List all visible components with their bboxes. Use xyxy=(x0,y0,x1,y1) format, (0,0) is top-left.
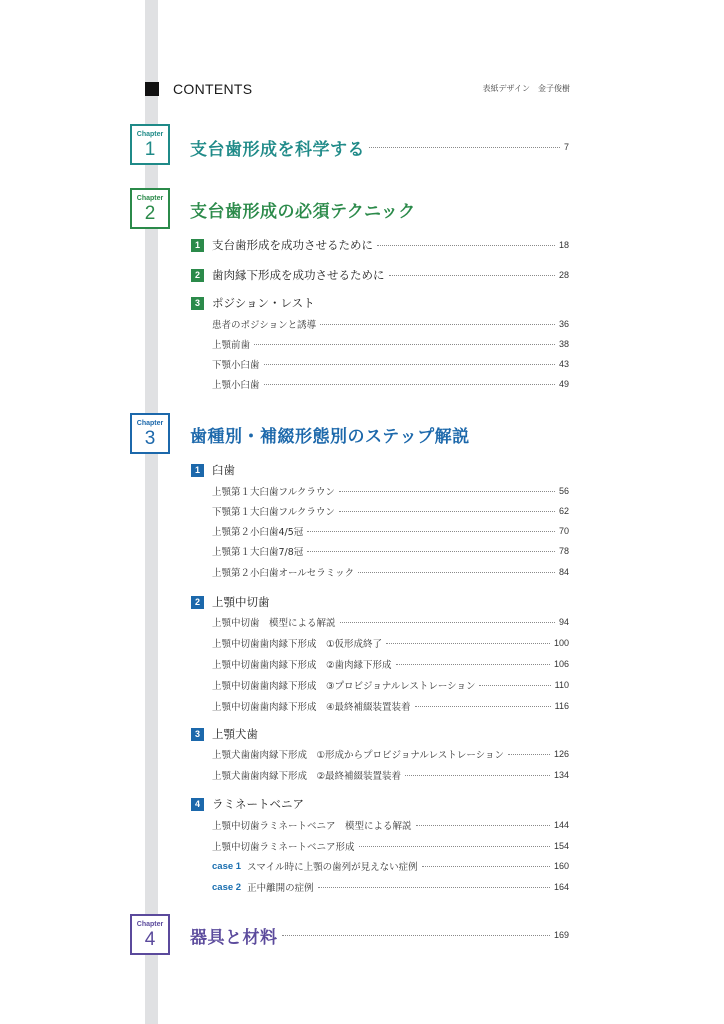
chapter-label: Chapter xyxy=(136,131,164,138)
page-number: 84 xyxy=(558,567,569,577)
page-number: 70 xyxy=(558,526,569,536)
toc-item[interactable] xyxy=(212,337,569,351)
item-title: 上顎前歯 xyxy=(212,340,251,351)
chapter-number: 2 xyxy=(144,203,156,224)
dotted-leader xyxy=(307,531,555,532)
chapter-title: 歯種別・補綴形態別のステップ解説 xyxy=(190,426,470,447)
toc-item[interactable] xyxy=(212,678,569,692)
chapter-title: 支台歯形成を科学する xyxy=(190,139,365,160)
page-number: 38 xyxy=(558,339,569,349)
toc-item[interactable] xyxy=(212,615,569,629)
page-number: 116 xyxy=(554,701,569,711)
dotted-leader xyxy=(386,643,550,644)
toc-chapter-3[interactable] xyxy=(190,422,569,446)
section-title: 上顎中切歯 xyxy=(212,595,270,609)
toc-item[interactable] xyxy=(212,544,569,558)
toc-item-case[interactable] xyxy=(212,859,569,873)
toc-section[interactable] xyxy=(191,594,569,610)
toc-item[interactable] xyxy=(212,768,569,782)
item-title: スマイル時に上顎の歯列が見えない症例 xyxy=(247,862,418,873)
toc-section[interactable] xyxy=(191,796,569,812)
item-title: 上顎中切歯歯肉縁下形成 ③プロビジョナルレストレーション xyxy=(212,681,476,692)
item-title: 上顎第１大臼歯フルクラウン xyxy=(212,487,335,498)
page-number: 49 xyxy=(558,379,569,389)
item-title: 上顎中切歯 模型による解説 xyxy=(212,618,336,629)
chapter-4-badge xyxy=(130,914,170,955)
toc-section[interactable] xyxy=(191,462,569,478)
item-title: 下顎第１大臼歯フルクラウン xyxy=(212,507,335,518)
item-title: 患者のポジションと誘導 xyxy=(212,320,317,331)
chapter-label: Chapter xyxy=(136,921,164,928)
page-number: 100 xyxy=(553,638,569,648)
page-number: 7 xyxy=(563,142,569,152)
item-title: 正中離開の症例 xyxy=(247,883,314,894)
dotted-leader xyxy=(389,275,555,276)
toc-chapter-4[interactable] xyxy=(190,923,569,947)
toc-item[interactable] xyxy=(212,377,569,391)
dotted-leader xyxy=(339,511,555,512)
page-number: 169 xyxy=(553,930,569,940)
page-number: 126 xyxy=(553,749,569,759)
page-number: 144 xyxy=(553,820,569,830)
chapter-1-badge xyxy=(130,124,170,165)
section-title: ラミネートベニア xyxy=(212,797,304,811)
chapter-2-badge xyxy=(130,188,170,229)
toc-item[interactable] xyxy=(212,484,569,498)
item-title: 上顎中切歯歯肉縁下形成 ②歯肉縁下形成 xyxy=(212,660,392,671)
page-number: 43 xyxy=(558,359,569,369)
dotted-leader xyxy=(369,147,560,148)
toc-item-case[interactable] xyxy=(212,880,569,894)
section-title: 歯肉縁下形成を成功させるために xyxy=(212,268,385,282)
page-title: CONTENTS xyxy=(173,81,253,97)
page-number: 134 xyxy=(553,770,569,780)
chapter-number: 4 xyxy=(144,929,156,950)
dotted-leader xyxy=(479,685,550,686)
page-number: 94 xyxy=(558,617,569,627)
item-title: 上顎第１大臼歯7/8冠 xyxy=(212,547,304,558)
dotted-leader xyxy=(508,754,550,755)
section-title: ポジション・レスト xyxy=(212,296,315,310)
dotted-leader xyxy=(254,344,555,345)
chapter-title: 器具と材料 xyxy=(190,927,278,948)
dotted-leader xyxy=(405,775,550,776)
dotted-leader xyxy=(339,491,555,492)
section-title: 上顎犬歯 xyxy=(212,727,258,741)
dotted-leader xyxy=(422,866,550,867)
toc-item[interactable] xyxy=(212,357,569,371)
chapter-title: 支台歯形成の必須テクニック xyxy=(190,201,416,222)
item-title: 下顎小臼歯 xyxy=(212,360,260,371)
dotted-leader xyxy=(307,551,555,552)
dotted-leader xyxy=(377,245,555,246)
item-title: 上顎犬歯歯肉縁下形成 ①形成からプロビジョナルレストレーション xyxy=(212,750,504,761)
toc-item[interactable] xyxy=(212,636,569,650)
dotted-leader xyxy=(318,887,550,888)
section-number-badge: 1 xyxy=(191,464,204,477)
section-number-badge: 3 xyxy=(191,728,204,741)
dotted-leader xyxy=(396,664,550,665)
section-number-badge: 4 xyxy=(191,798,204,811)
toc-item[interactable] xyxy=(212,317,569,331)
dotted-leader xyxy=(416,825,550,826)
toc-item[interactable] xyxy=(212,818,569,832)
dotted-leader xyxy=(415,706,551,707)
page-number: 36 xyxy=(558,319,569,329)
page-number: 160 xyxy=(553,861,569,871)
toc-section[interactable] xyxy=(191,237,569,253)
cover-design-credit: 表紙デザイン 金子俊樹 xyxy=(482,84,570,93)
chapter-number: 3 xyxy=(144,428,156,449)
chapter-label: Chapter xyxy=(136,420,164,427)
section-title: 臼歯 xyxy=(212,463,235,477)
item-title: 上顎中切歯ラミネートベニア 模型による解説 xyxy=(212,821,412,832)
dotted-leader xyxy=(358,572,555,573)
item-title: 上顎小臼歯 xyxy=(212,380,260,391)
item-title: 上顎中切歯歯肉縁下形成 ①仮形成終了 xyxy=(212,639,383,650)
toc-section[interactable] xyxy=(191,267,569,283)
dotted-leader xyxy=(359,846,550,847)
toc-chapter-2[interactable] xyxy=(190,197,569,221)
page-number: 110 xyxy=(554,680,569,690)
toc-chapter-1[interactable] xyxy=(190,135,569,159)
page-number: 154 xyxy=(553,841,569,851)
page-number: 56 xyxy=(558,486,569,496)
case-label: case 1 xyxy=(212,860,242,872)
toc-section[interactable] xyxy=(191,726,569,742)
item-title: 上顎第２小臼歯4/5冠 xyxy=(212,527,304,538)
page-number: 164 xyxy=(553,882,569,892)
toc-item[interactable] xyxy=(212,747,569,761)
page-number: 106 xyxy=(553,659,569,669)
chapter-number: 1 xyxy=(144,139,156,160)
section-number-badge: 2 xyxy=(191,596,204,609)
toc-item[interactable] xyxy=(212,839,569,853)
dotted-leader xyxy=(282,935,550,936)
section-number-badge: 2 xyxy=(191,269,204,282)
chapter-label: Chapter xyxy=(136,195,164,202)
header-square-icon xyxy=(145,82,159,96)
chapter-3-badge xyxy=(130,413,170,454)
section-number-badge: 3 xyxy=(191,297,204,310)
contents-header xyxy=(145,80,575,98)
case-label: case 2 xyxy=(212,881,242,893)
toc-section[interactable] xyxy=(191,295,569,311)
page-number: 62 xyxy=(558,506,569,516)
item-title: 上顎中切歯ラミネートベニア形成 xyxy=(212,842,355,853)
page-number: 78 xyxy=(558,546,569,556)
toc-item[interactable] xyxy=(212,699,569,713)
section-title: 支台歯形成を成功させるために xyxy=(212,238,373,252)
toc-item[interactable] xyxy=(212,524,569,538)
toc-item[interactable] xyxy=(212,504,569,518)
toc-item[interactable] xyxy=(212,657,569,671)
dotted-leader xyxy=(340,622,555,623)
item-title: 上顎中切歯歯肉縁下形成 ④最終補綴装置装着 xyxy=(212,702,411,713)
page-number: 28 xyxy=(558,270,569,280)
dotted-leader xyxy=(264,384,555,385)
dotted-leader xyxy=(320,324,555,325)
page-number: 18 xyxy=(558,240,569,250)
section-number-badge: 1 xyxy=(191,239,204,252)
toc-item[interactable] xyxy=(212,565,569,579)
item-title: 上顎第２小臼歯オールセラミック xyxy=(212,568,355,579)
dotted-leader xyxy=(264,364,555,365)
item-title: 上顎犬歯歯肉縁下形成 ②最終補綴装置装着 xyxy=(212,771,402,782)
